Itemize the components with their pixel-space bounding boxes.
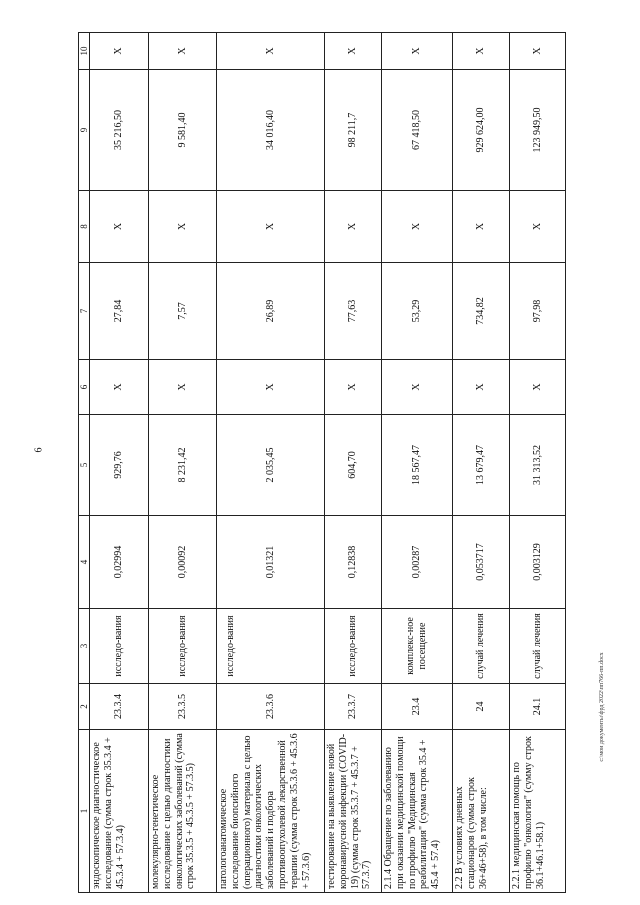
value-cell: 7,57: [149, 263, 217, 360]
value-cell: X: [149, 360, 217, 415]
column-number: 5: [79, 415, 90, 516]
table-header-row: [79, 33, 90, 893]
value-cell: 35 216,50: [90, 70, 149, 191]
value-cell: 97,98: [510, 263, 566, 360]
value-cell: 67 418,50: [382, 70, 453, 191]
row-label: патологоанатомическое исследование биопсийного (операционного) материала с целью диагностики онкологических заболеваний и подбора противоопухолевой лекарственной терапии (сумма строк 35.3.6 + 45.3.6 + 57.3.6): [217, 730, 325, 893]
value-cell: 734,82: [453, 263, 510, 360]
column-number: 1: [79, 730, 90, 893]
table-row: [325, 33, 382, 893]
value-cell: 13 679,47: [453, 415, 510, 516]
value-cell: X: [217, 360, 325, 415]
value-cell: 0,053717: [453, 516, 510, 609]
value-cell: 929 624,00: [453, 70, 510, 191]
value-cell: 604,70: [325, 415, 382, 516]
value-cell: X: [453, 360, 510, 415]
table-row: [149, 33, 217, 893]
table-row: [217, 33, 325, 893]
unit-cell: исследо-вания: [149, 609, 217, 684]
value-cell: X: [90, 191, 149, 263]
row-label: тестирование на выявление новой коронавирусной инфекции (COVID-19) (сумма строк 35.3.7 + 45.3.7 + 57.3.7): [325, 730, 382, 893]
column-number: 3: [79, 609, 90, 684]
unit-cell: комплекс-ное посещение: [382, 609, 453, 684]
value-cell: 0,01321: [217, 516, 325, 609]
column-number: 10: [79, 33, 90, 70]
value-cell: X: [382, 360, 453, 415]
value-cell: 2 035,45: [217, 415, 325, 516]
row-code: 23.3.4: [90, 684, 149, 730]
value-cell: 0,00092: [149, 516, 217, 609]
value-cell: X: [453, 191, 510, 263]
row-code: 24: [453, 684, 510, 730]
value-cell: X: [382, 33, 453, 70]
unit-cell: исследо-вания: [90, 609, 149, 684]
table-row: [90, 33, 149, 893]
value-cell: 9 581,40: [149, 70, 217, 191]
value-cell: 0,12838: [325, 516, 382, 609]
row-label: молекулярно-генетическое исследование с целью диагностики онкологических заболеваний (сумма строк 35.3.5 + 45.3.5 + 57.3.5): [149, 730, 217, 893]
table-row: [510, 33, 566, 893]
value-cell: 0,003129: [510, 516, 566, 609]
value-cell: 77,63: [325, 263, 382, 360]
column-number: 9: [79, 70, 90, 191]
value-cell: 8 231,42: [149, 415, 217, 516]
row-label: 2.1.4 Обращение по заболеванию при оказании медицинской помощи по профилю "Медицинская реабилитация" (сумма строк 35.4 + 45.4 + 57.4): [382, 730, 453, 893]
value-cell: 34 016,40: [217, 70, 325, 191]
value-cell: 53,29: [382, 263, 453, 360]
value-cell: 18 567,47: [382, 415, 453, 516]
value-cell: X: [90, 33, 149, 70]
row-code: 23.3.6: [217, 684, 325, 730]
value-cell: 929,76: [90, 415, 149, 516]
row-label: 2.2.1 медицинская помощь по профилю "онкология" (сумму строк 36.1+46.1+58.1): [510, 730, 566, 893]
value-cell: 98 211,7: [325, 70, 382, 191]
value-cell: X: [90, 360, 149, 415]
value-cell: X: [217, 191, 325, 263]
row-code: 23.3.5: [149, 684, 217, 730]
value-cell: 26,89: [217, 263, 325, 360]
page-number: 6: [33, 447, 45, 453]
column-number: 6: [79, 360, 90, 415]
value-cell: X: [453, 33, 510, 70]
value-cell: X: [325, 191, 382, 263]
unit-cell: исследо-вания: [325, 609, 382, 684]
value-cell: 0,02994: [90, 516, 149, 609]
value-cell: X: [149, 33, 217, 70]
unit-cell: случай лечения: [453, 609, 510, 684]
data-table: [78, 32, 566, 893]
value-cell: 0,00287: [382, 516, 453, 609]
row-label: эндоскопическое диагностическое исследование (сумма строк 35.3.4 + 45.3.4 + 57.3.4): [90, 730, 149, 893]
value-cell: X: [510, 33, 566, 70]
row-code: 24.1: [510, 684, 566, 730]
value-cell: X: [149, 191, 217, 263]
value-cell: X: [510, 360, 566, 415]
value-cell: X: [325, 360, 382, 415]
unit-cell: случай лечения: [510, 609, 566, 684]
unit-cell: исследо-вания: [217, 609, 325, 684]
column-number: 7: [79, 263, 90, 360]
rotated-table-container: [78, 33, 554, 893]
row-code: 23.3.7: [325, 684, 382, 730]
value-cell: X: [510, 191, 566, 263]
value-cell: 27,84: [90, 263, 149, 360]
value-cell: 31 313,52: [510, 415, 566, 516]
table-row: [382, 33, 453, 893]
row-code: 23.4: [382, 684, 453, 730]
value-cell: 123 949,50: [510, 70, 566, 191]
value-cell: X: [382, 191, 453, 263]
value-cell: X: [217, 33, 325, 70]
column-number: 8: [79, 191, 90, 263]
footer-file-path: c:\мои документы\фрд 2022\пп766-пп.docx: [599, 652, 605, 762]
row-label: 2.2 В условиях дневных стационаров (сумма строк 36+46+58), в том числе:: [453, 730, 510, 893]
column-number: 2: [79, 684, 90, 730]
column-number: 4: [79, 516, 90, 609]
table-row: [453, 33, 510, 893]
value-cell: X: [325, 33, 382, 70]
